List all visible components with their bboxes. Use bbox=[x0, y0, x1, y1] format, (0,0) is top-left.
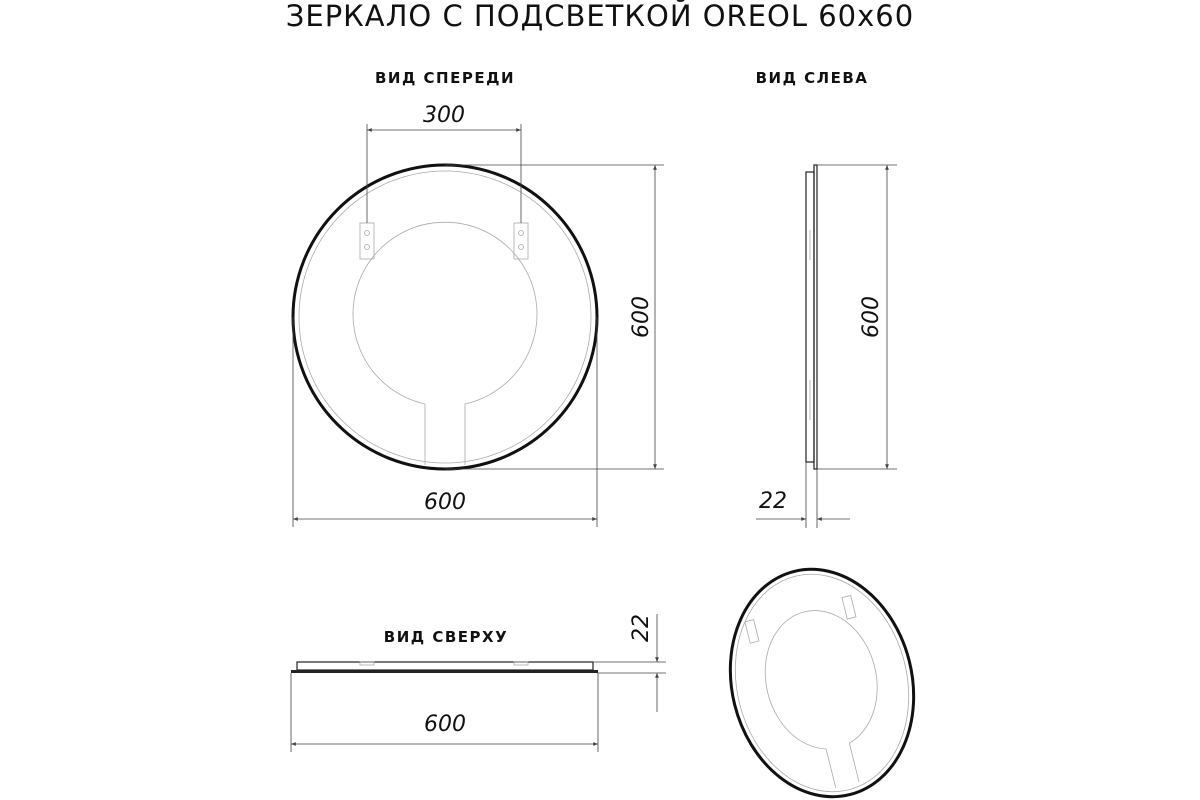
dim-front-width: 600 bbox=[424, 490, 466, 515]
top-mirror-panel bbox=[291, 670, 598, 673]
top-back-frame bbox=[297, 662, 593, 670]
left-view bbox=[756, 165, 897, 528]
perspective-mirror-outline bbox=[707, 550, 937, 800]
left-view-label: ВИД СЛЕВА bbox=[755, 69, 869, 87]
mirror-inner-edge bbox=[299, 171, 591, 463]
drawing-title: ЗЕРКАЛО С ПОДСВЕТКОЙ OREOL 60x60 bbox=[285, 0, 915, 33]
perspective-led-ring bbox=[751, 599, 901, 799]
dim-mount-spacing: 300 bbox=[423, 103, 465, 128]
dim-front-height: 600 bbox=[629, 296, 654, 338]
mount-bracket-left bbox=[360, 223, 374, 259]
dim-top-depth: 22 bbox=[629, 614, 654, 642]
dim-side-height: 600 bbox=[859, 296, 884, 338]
dim-top-width: 600 bbox=[424, 712, 466, 737]
mirror-outline bbox=[293, 165, 597, 469]
top-view-label: ВИД СВЕРХУ bbox=[383, 628, 509, 646]
front-view bbox=[293, 103, 664, 527]
mount-bracket-right bbox=[514, 223, 528, 259]
led-backlight-ring bbox=[353, 222, 537, 465]
dim-side-depth: 22 bbox=[759, 489, 787, 514]
perspective-view bbox=[707, 550, 937, 800]
front-view-label: ВИД СПЕРЕДИ bbox=[374, 69, 516, 87]
